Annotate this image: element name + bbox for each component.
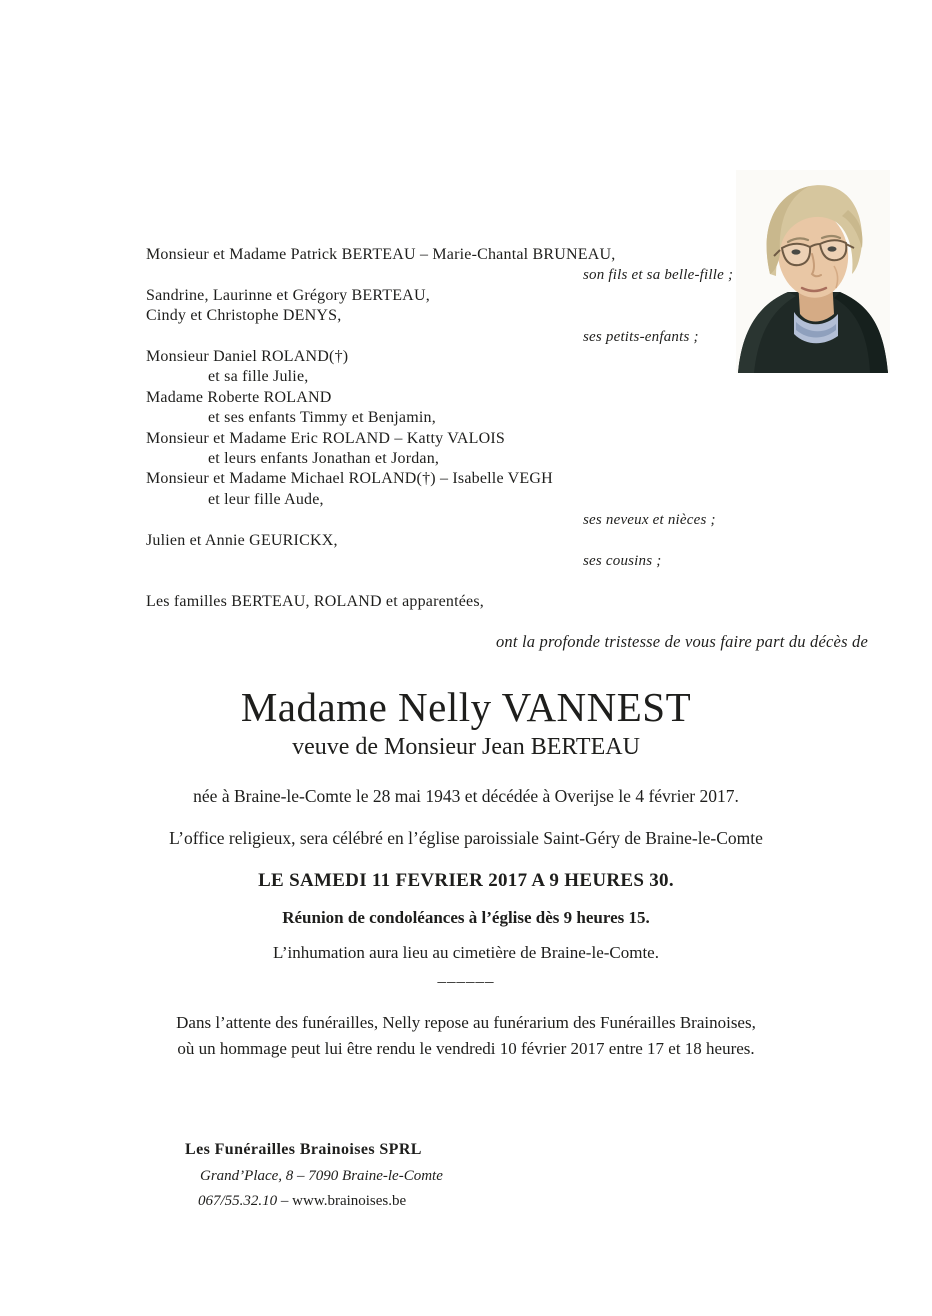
funeral-home-address: Grand’Place, 8 – 7090 Braine-le-Comte — [200, 1168, 443, 1184]
life-dates-line: née à Braine-le-Comte le 28 mai 1943 et décédée à Overijse le 4 février 2017. — [193, 786, 739, 806]
funeral-home-website: www.brainoises.be — [292, 1193, 407, 1209]
family-line: Julien et Annie GEURICKX, — [146, 531, 338, 549]
relation-label: son fils et sa belle-fille ; — [583, 267, 734, 284]
visitation-line: Dans l’attente des funérailles, Nelly repose au funérarium des Funérailles Brainoises, — [176, 1013, 756, 1032]
service-datetime: LE SAMEDI 11 FEVRIER 2017 A 9 HEURES 30. — [258, 870, 674, 891]
condolences-line: Réunion de condoléances à l’église dès 9 heures 15. — [282, 908, 650, 927]
announcement-intro: ont la profonde tristesse de vous faire part du décès de — [495, 632, 868, 651]
deceased-name: Madame Nelly VANNEST — [240, 684, 692, 730]
funeral-home-block — [185, 1141, 443, 1210]
family-line: Monsieur Daniel ROLAND(†) — [146, 348, 349, 366]
families-line: Les familles BERTEAU, ROLAND et apparentées, — [146, 592, 484, 610]
deceased-subtitle: veuve de Monsieur Jean BERTEAU — [292, 734, 640, 760]
divider: ______ — [437, 966, 495, 985]
relation-label: ses cousins ; — [583, 553, 662, 570]
family-line: Cindy et Christophe DENYS, — [146, 307, 342, 325]
service-line: L’office religieux, sera célébré en l’église paroissiale Saint-Géry de Braine-le-Comte — [169, 828, 763, 848]
visitation-line: où un hommage peut lui être rendu le vendredi 10 février 2017 entre 17 et 18 heures. — [177, 1039, 755, 1058]
visitation-paragraph — [0, 1010, 932, 1062]
funeral-home-phone: 067/55.32.10 – — [198, 1193, 293, 1209]
family-line: et ses enfants Timmy et Benjamin, — [208, 409, 436, 427]
family-line: Madame Roberte ROLAND — [146, 388, 332, 406]
family-line: et leurs enfants Jonathan et Jordan, — [208, 450, 440, 468]
funeral-home-contact — [198, 1193, 443, 1210]
family-line: Monsieur et Madame Patrick BERTEAU – Marie-Chantal BRUNEAU, — [146, 246, 616, 263]
funeral-home-name: Les Funérailles Brainoises SPRL — [185, 1141, 422, 1158]
family-line: Monsieur et Madame Eric ROLAND – Katty VALOIS — [146, 429, 506, 447]
family-line: Monsieur et Madame Michael ROLAND(†) – Isabelle VEGH — [146, 470, 553, 488]
relation-label: ses petits-enfants ; — [583, 328, 699, 345]
family-list — [146, 245, 766, 612]
relation-label: ses neveux et nièces ; — [583, 512, 716, 529]
family-line: et leur fille Aude, — [208, 490, 324, 508]
burial-line: L’inhumation aura lieu au cimetière de Braine-le-Comte. — [273, 943, 659, 962]
family-line: et sa fille Julie, — [208, 368, 309, 386]
family-line: Sandrine, Laurinne et Grégory BERTEAU, — [146, 286, 430, 304]
